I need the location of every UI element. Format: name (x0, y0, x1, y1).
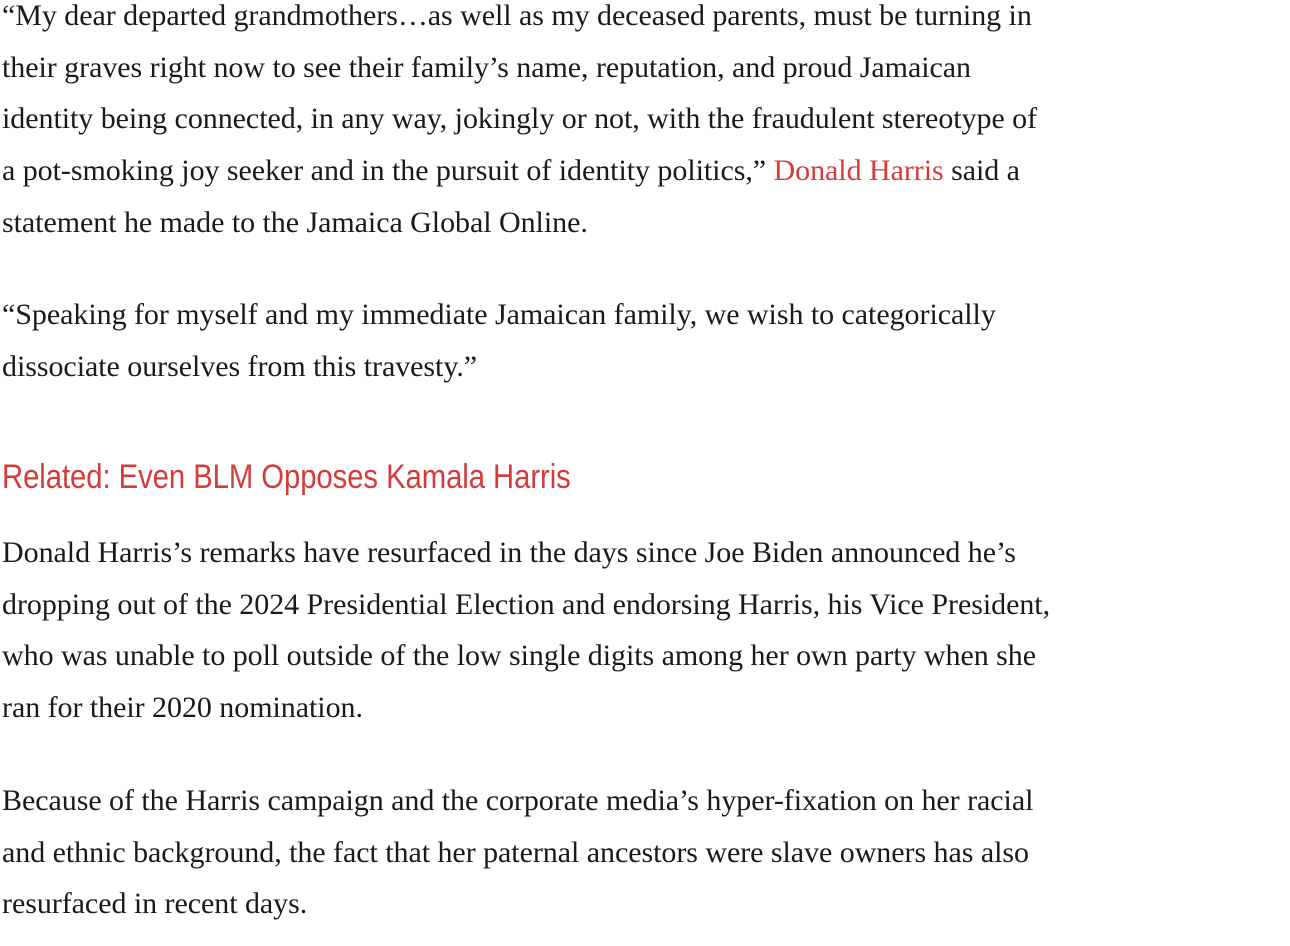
related-article-link[interactable]: Related: Even BLM Opposes Kamala Harris (2, 458, 571, 496)
paragraph-remarks-resurfaced: Donald Harris’s remarks have resurfaced in the days since Joe Biden announced he’s dropping out of the 2024 Presidential Election and endorsing Harris, his Vice President, who was unable to poll outside of the low single digits among her own party when she ran for their 2020 nomination. (2, 536, 1051, 725)
related-article-heading (2, 451, 571, 503)
quote-paragraph-grandmothers (2, 0, 1272, 249)
paragraph-slave-owners: Because of the Harris campaign and the corporate media’s hyper-fixation on her racial and ethnic background, the fact that her paternal ancestors were slave owners has also resurfaced in recent days. (2, 784, 1034, 921)
quote-text-after-link: said a statement he made to the Jamaica Global Online. (2, 154, 1020, 239)
quote-paragraph-dissociate: “Speaking for myself and my immediate Jamaican family, we wish to categorically dissociate ourselves from this travesty.” (2, 298, 996, 383)
quote-text-before-link: “My dear departed grandmothers…as well as my deceased parents, must be turning in their graves right now to see their family’s name, reputation, and proud Jamaican identity being connected, in any way, jokingly or not, with the fraudulent stereotype of a pot-smoking joy seeker and in the pursuit of identity politics,” (2, 0, 1038, 188)
donald-harris-link[interactable]: Donald Harris (773, 154, 944, 188)
